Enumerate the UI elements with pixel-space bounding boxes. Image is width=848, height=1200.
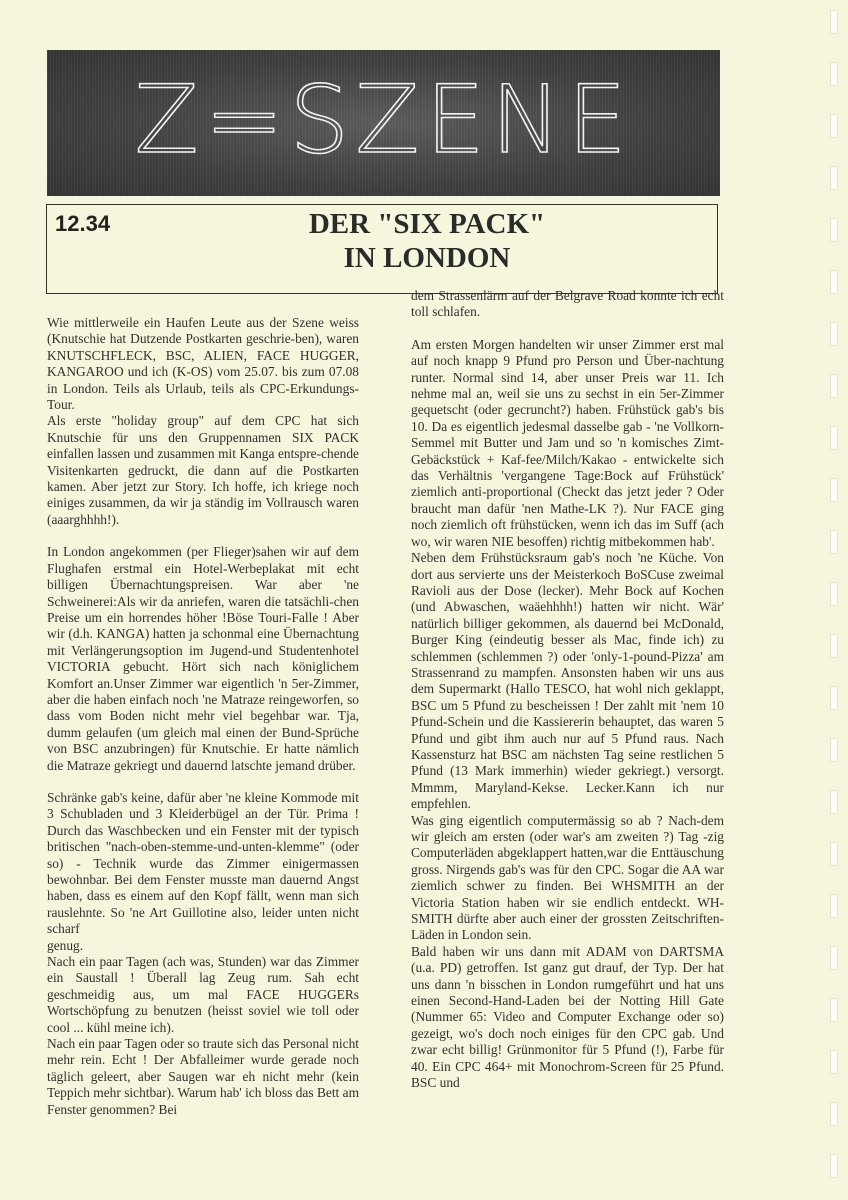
perforation-hole xyxy=(830,114,838,138)
perforation-hole xyxy=(830,1050,838,1074)
right-text-column xyxy=(411,288,724,1092)
paragraph: Neben dem Frühstücksraum gab's noch 'ne Küche. Von dort aus servierte uns der Meisterkoch BoSCuse zweimal Ravioli aus der Dose (lecker). Mehr Bock auf Kochen (und Abwaschen, waäehhhh!) hatten wir nicht. Wär' natürlich billiger gekommen, als dauernd bei McDonald, Burger King (eindeutig besser als Mac, finde ich) zu schlemmen (schlemmen ?) oder 'only-1-pound-Pizza' am Strassenrand zu mampfen. Ansonsten haben wir uns aus dem Supermarkt (Hallo TESCO, hat wohl nich geklappt, BSC um 5 Pfund zu bescheissen ! Der zahlt mit 'nem 10 Pfund-Schein und die Kassiererin behauptet, das waren 5 Pfund und gibt ihm auch nur auf 5 Pfund raus. Nach Kassensturz hat BSC am nächsten Tag seine restlichen 5 Pfund (13 Mark immerhin) wieder gekriegt.) versorgt. Mmmm, Maryland-Kekse. Lecker.Kann ich nur empfehlen. xyxy=(411,550,724,812)
article-headline xyxy=(197,207,657,275)
perforation-hole xyxy=(830,166,838,190)
magazine-banner xyxy=(47,50,720,196)
perforation-hole xyxy=(830,738,838,762)
paragraph: Bald haben wir uns dann mit ADAM von DARTSMA (u.a. PD) getroffen. Ist ganz gut drauf, der Typ. Der hat uns dann 'n bisschen in London rumgeführt und hat uns einen Second-Hand-Laden bei der Notting Hill Gate (Nummer 65: Video and Computer Exchange oder so) gezeigt, wo's doch noch einiges für den CPC gab. Und zwar echt billig! Grünmonitor für 5 Pfund (!), Farbe für 40. Ein CPC 464+ mit Monochrom-Screen für 25 Pfund. BSC und xyxy=(411,943,724,1091)
perforation-hole xyxy=(830,686,838,710)
perforation-hole xyxy=(830,10,838,34)
perforation-hole xyxy=(830,270,838,294)
perforation-hole xyxy=(830,530,838,554)
article-header xyxy=(46,204,718,294)
paragraph: Schränke gab's keine, dafür aber 'ne kleine Kommode mit 3 Schubladen und 3 Kleiderbügel an der Tür. Prima ! Durch das Waschbecken und ein Fenster mit der typisch britischen "nach-oben-stemme-und-unten-klemme" (oder so) - Technik wurde das Zimmer einigermassen bewohnbar. Bei dem Fenster musste man dauernd Angst haben, dass es einem auf den Kopf fällt, wenn man sich rauslehnte. So 'ne Art Guillotine also, leider unten nicht scharf genug. xyxy=(47,789,359,953)
left-text-column xyxy=(47,315,359,1118)
paragraph: In London angekommen (per Flieger)sahen wir auf dem Flughafen erstmal ein Hotel-Werbeplakat mit echt billigen Übernachtungspreisen. War aber 'ne Schweinerei:Als wir da anriefen, waren die tatsächli-chen Preise um ein horrendes höher !Böse Touri-Falle ! Aber wir (d.h. KANGA) hatten ja schonmal eine Übernachtung mit Verlängerungsoption im Jugend-und Studentenhotel VICTORIA gebucht. Hört sich nach königlichem Komfort an.Unser Zimmer war eigentlich 'n 5er-Zimmer, aber die haben einfach noch 'ne Matraze reingeworfen, so dass vom Boden nicht mehr viel begehbar war. Tja, dumm gelaufen (um gleich mal einen der Bund-Sprüche von BSC anzubringen) für Knutschie. Er hatte nämlich die Matraze gekriegt und dauernd latschte jemand drüber. xyxy=(47,544,359,773)
perforation-hole xyxy=(830,842,838,866)
perforation-hole xyxy=(830,894,838,918)
perforation-hole xyxy=(830,1102,838,1126)
film-strip-edge xyxy=(826,0,848,1200)
perforation-hole xyxy=(830,1154,838,1178)
perforation-hole xyxy=(830,998,838,1022)
perforation-hole xyxy=(830,374,838,398)
paragraph: Nach ein paar Tagen oder so traute sich das Personal nicht mehr rein. Echt ! Der Abfalleimer wurde gerade noch täglich geleert, aber Saugen war eh nicht mehr (kein Teppich mehr sichtbar). Warum hab' ich bloss das Bett am Fenster genommen? Bei xyxy=(47,1036,359,1117)
perforation-hole xyxy=(830,478,838,502)
perforation-hole xyxy=(830,62,838,86)
paragraph: Was ging eigentlich computermässig so ab ? Nach-dem wir gleich am ersten (oder war's am zweiten ?) Tag -zig Computerläden abgeklappert hatten,war die Enttäuschung gross. Nirgends gab's was für den CPC. Sogar die AA war ziemlich schwer zu finden. Bei WHSMITH an der Victoria Station haben wir sie endlich entdeckt. WH-SMITH dürfte aber auch einer der grossten Zeitschriften-Läden in London sein. xyxy=(411,812,724,943)
perforation-hole xyxy=(830,946,838,970)
paragraph: Wie mittlerweile ein Haufen Leute aus der Szene weiss (Knutschie hat Dutzende Postkarten geschrie-ben), waren KNUTSCHFLECK, BSC, ALIEN, FACE HUGGER, KANGAROO und ich (K-OS) vom 25.07. bis zum 07.08 in London. Teils als Urlaub, teils als CPC-Erkundungs-Tour. xyxy=(47,315,359,413)
headline-line-2: IN LONDON xyxy=(343,242,511,274)
banner-logo-text: Z=SZENE xyxy=(134,66,633,175)
perforation-hole xyxy=(830,582,838,606)
paragraph: Am ersten Morgen handelten wir unser Zimmer erst mal auf noch knapp 9 Pfund pro Person und Über-nachtung runter. Normal sind 14, aber unser Preis war 11. Ich nehme mal an, weil sie uns zu sechst in ein 5er-Zimmer gequetscht (oder gecruncht?) haben. Frühstück gab's bis 10. Da es eigentlich jedesmal dasselbe gab - 'ne Vollkorn-Semmel mit Butter und Jam und so 'n komisches Zimt-Gebäckstück + Kaf-fee/Milch/Kakao - entwickelte sich das Verhältnis 'vergangene Tage:Bock auf Frühstück' ziemlich anti-proportional (Checkt das jetzt jeder ? Oder braucht man dafür 'nen Mathe-LK ?). Nur FACE ging noch ziemlich oft frühstücken, wenn ich das im Suff (ach wo, wir waren NIE besoffen) richtig mitbekommen hab'. xyxy=(411,336,724,549)
perforation-hole xyxy=(830,426,838,450)
perforation-hole xyxy=(830,634,838,658)
headline-line-1: DER "SIX PACK" xyxy=(308,208,546,240)
perforation-hole xyxy=(830,322,838,346)
perforation-hole xyxy=(830,218,838,242)
paragraph: dem Strassenlärm auf der Belgrave Road konnte ich echt toll schlafen. xyxy=(411,288,724,320)
paragraph: Nach ein paar Tagen (ach was, Stunden) war das Zimmer ein Saustall ! Überall lag Zeug rum. Sah echt geschmeidig aus, um mal FACE HUGGERs Wortschöpfung zu benutzen (heisst soviel wie toll oder cool ... kühl meine ich). xyxy=(47,954,359,1035)
issue-number: 12.34 xyxy=(55,211,111,236)
paragraph: Als erste "holiday group" auf dem CPC hat sich Knutschie für uns den Gruppennamen SIX PACK einfallen lassen und zusammen mit Kanga entspre-chende Visitenkarten gedruckt, die dann auf die Postkarten kamen. Aber jetzt zur Story. Ich hoffe, ich kriege noch einiges zusammen, da wir ja ständig im Vollrausch waren (aaarghhhh!). xyxy=(47,413,359,527)
perforation-hole xyxy=(830,790,838,814)
